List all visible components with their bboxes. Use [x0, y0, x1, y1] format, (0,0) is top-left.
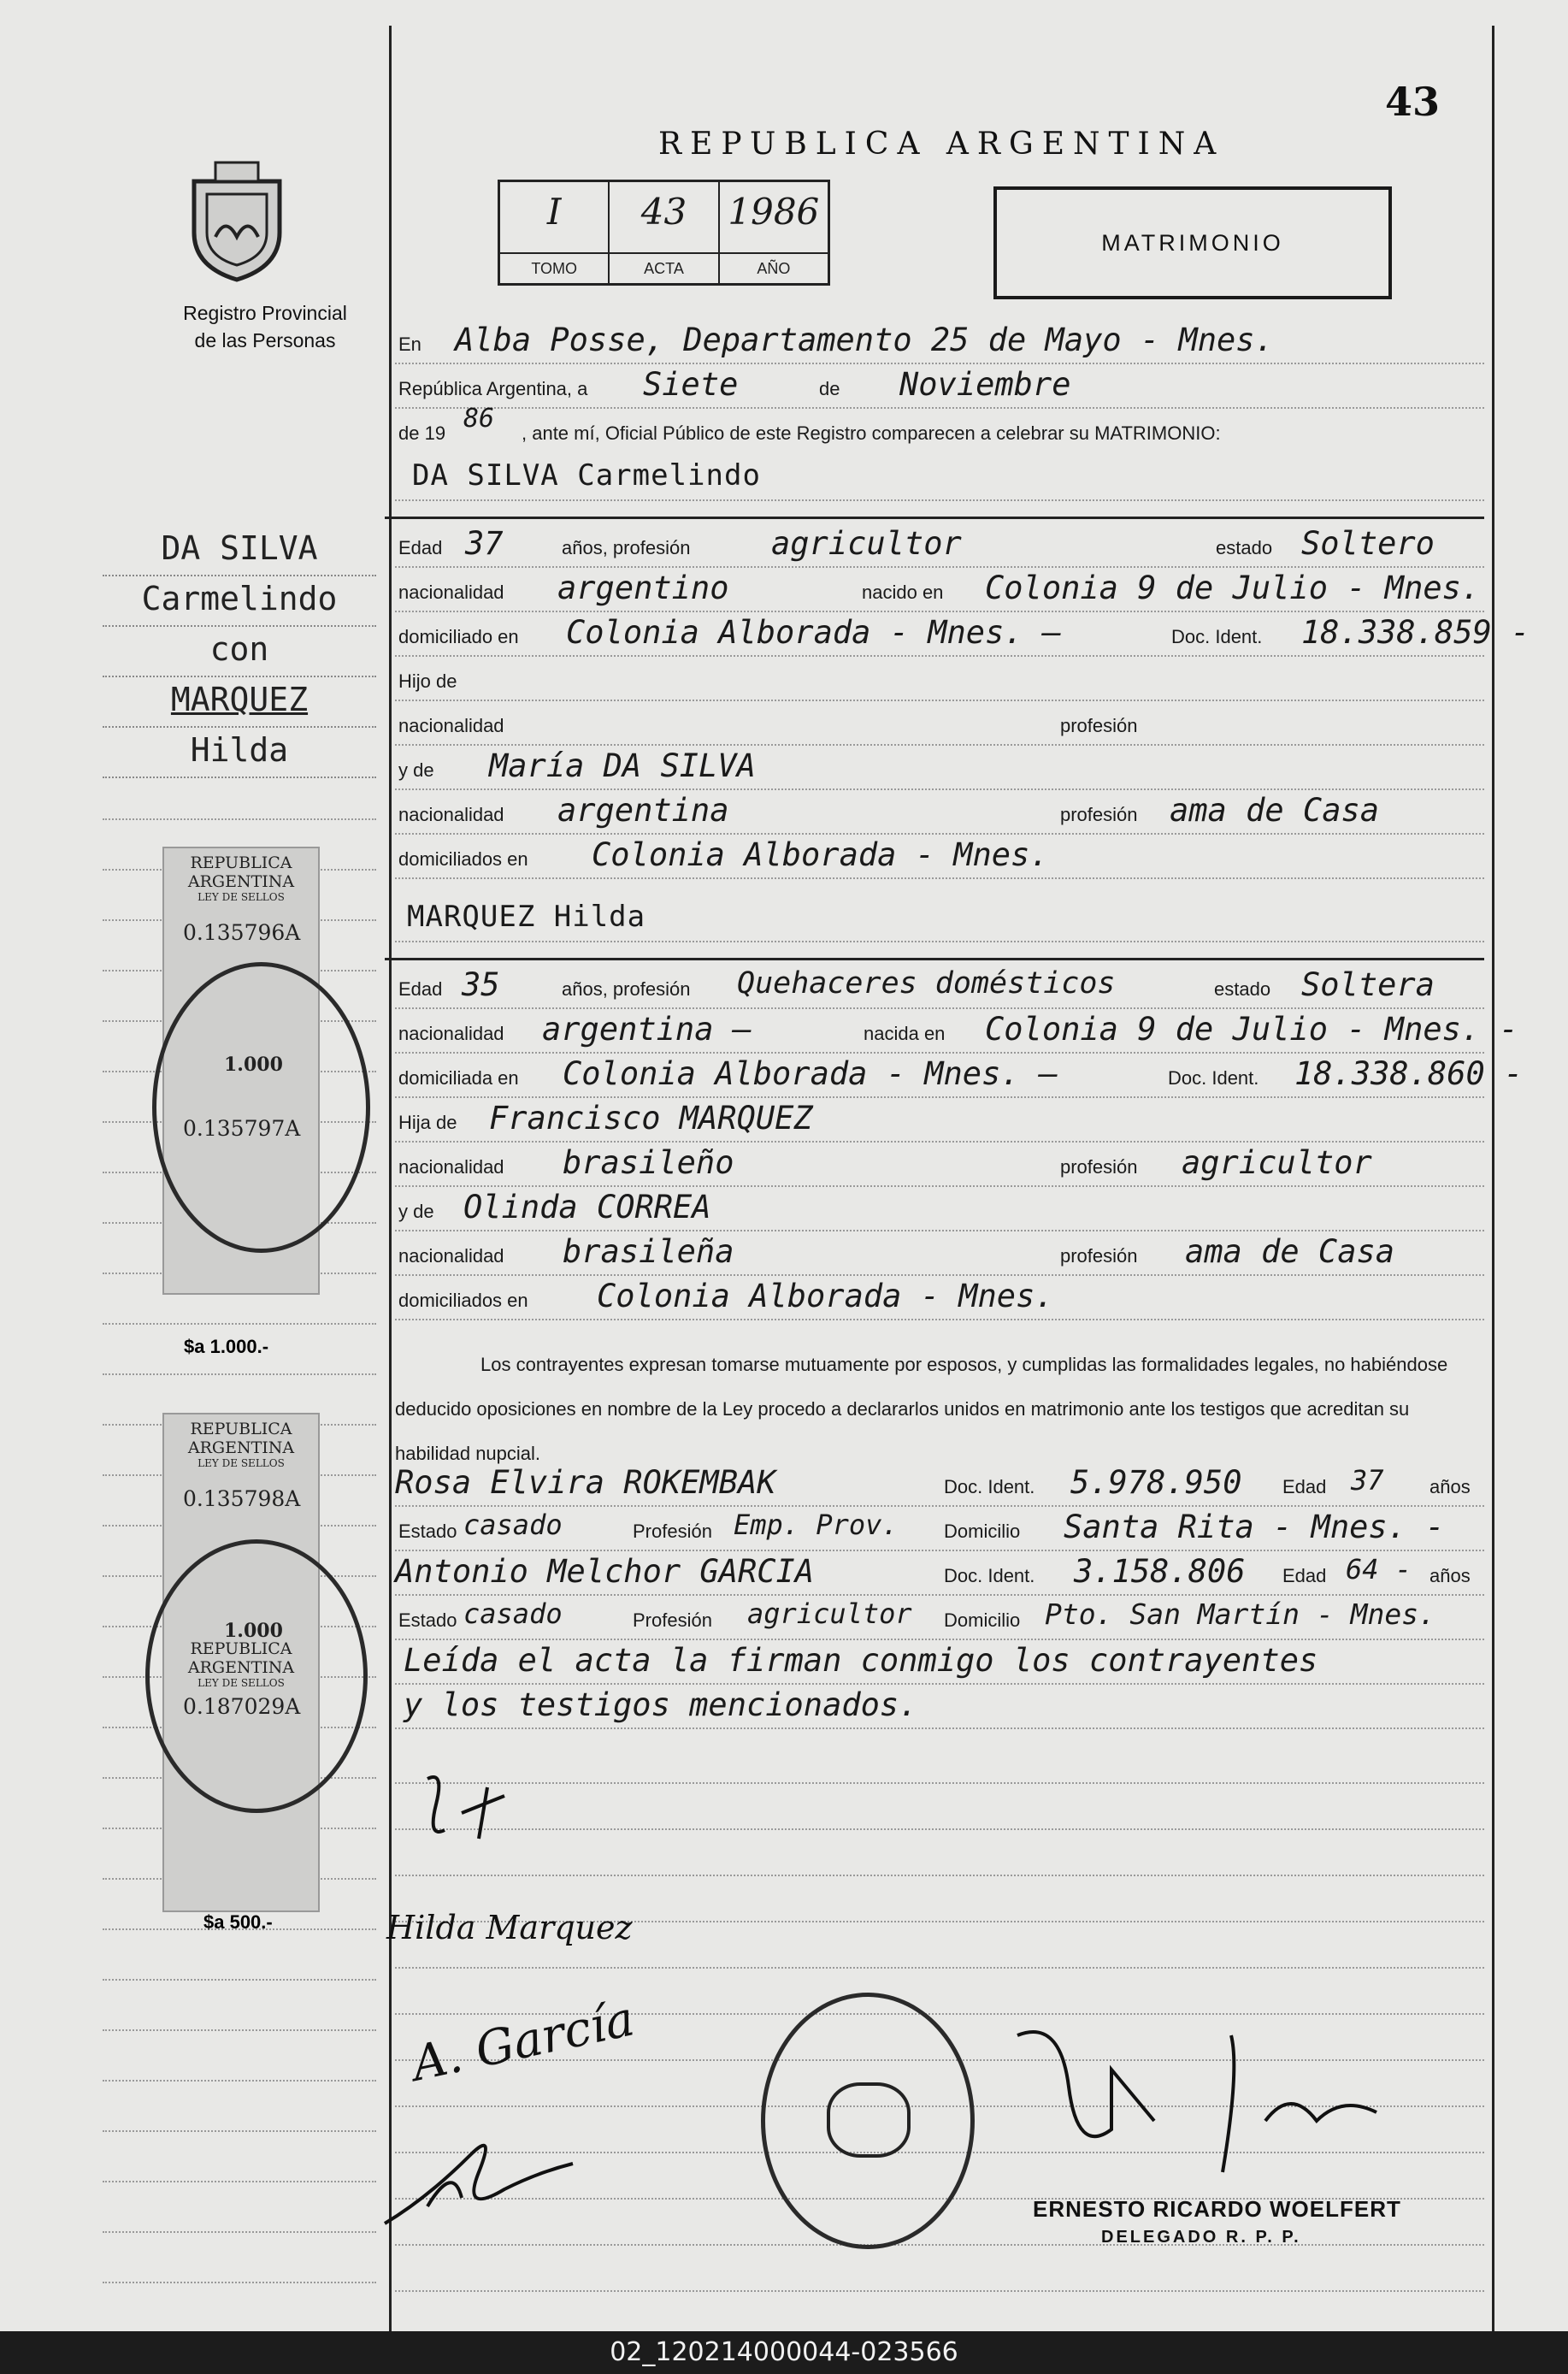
acta-cell [610, 182, 719, 283]
groom-mother-row [395, 747, 1484, 790]
witness-2-status: casado [463, 1597, 563, 1630]
stamp-header: REPUBLICA ARGENTINA [187, 853, 295, 891]
closing-line-1: Leída el acta la firman conmigo los contrayentes [404, 1642, 1318, 1679]
witness-signature-icon [376, 2121, 581, 2245]
witness-signature: A. García [407, 1991, 640, 2093]
nationality-label: nacionalidad [398, 1023, 504, 1044]
witness-1-name-row [395, 1464, 1484, 1507]
registry-seal-icon [761, 1993, 975, 2249]
stamp-subheader: LEY DE SELLOS [197, 1677, 285, 1689]
document-title: REPUBLICA ARGENTINA [658, 127, 1225, 162]
anio-label: AÑO [720, 252, 828, 283]
groom-parents-domicile: Colonia Alborada - Mnes. [592, 836, 1049, 873]
witness-2-name: Antonio Melchor GARCIA [395, 1553, 815, 1590]
profession-label: años, profesión [562, 978, 691, 1000]
bride-age-row [395, 966, 1484, 1009]
closing-line-2: y los testigos mencionados. [404, 1686, 918, 1723]
delegate-signature-icon [1009, 2018, 1402, 2202]
groom-age: 37 [465, 525, 504, 562]
anio-cell [720, 182, 828, 283]
month-value: Noviembre [899, 366, 1071, 403]
bride-name-row [395, 900, 1484, 942]
profession-label: profesión [1060, 715, 1138, 736]
bride-domicile: Colonia Alborada - Mnes. — [563, 1055, 1058, 1092]
groom-nationality: argentino [557, 570, 729, 606]
place-row [395, 322, 1484, 364]
acta-value: 43 [640, 191, 687, 233]
groom-signature-icon [410, 1762, 547, 1869]
age-label: Edad [1282, 1565, 1327, 1586]
bride-mother-nationality: brasileña [563, 1233, 734, 1270]
bride-mother-profession: ama de Casa [1185, 1233, 1395, 1270]
bride-name: MARQUEZ Hilda [407, 900, 646, 934]
status-label: estado [1214, 978, 1271, 1000]
profession-label: profesión [1060, 804, 1138, 825]
margin-name-line: MARQUEZ [103, 677, 376, 728]
tomo-value: I [546, 191, 562, 233]
de-label: de [819, 378, 840, 399]
margin-name-line: DA SILVA [103, 526, 376, 576]
bride-parents-domicile-row [395, 1278, 1484, 1320]
profession-label: profesión [1060, 1156, 1138, 1178]
age-label: Edad [398, 978, 443, 1000]
ruled-line [395, 1736, 1484, 1784]
status-label: Estado [398, 1521, 457, 1542]
registry-label [145, 299, 385, 354]
domicile-label: Domicilio [944, 1521, 1021, 1542]
nationality-label: nacionalidad [398, 1245, 504, 1267]
year-prefix: de 19 [398, 422, 446, 444]
nationality-label: nacionalidad [398, 1156, 504, 1178]
parents-domicile-label: domiciliados en [398, 848, 528, 870]
registry-line-2: de las Personas [194, 329, 336, 351]
status-label: estado [1216, 537, 1273, 558]
domicile-label: domiciliado en [398, 626, 519, 647]
stamp-subheader: LEY DE SELLOS [197, 1457, 285, 1469]
years-label: años [1429, 1565, 1471, 1586]
witness-1-status: casado [463, 1509, 563, 1541]
year-row [395, 404, 1484, 452]
groom-father-row [395, 662, 1484, 701]
day-value: Siete [643, 366, 739, 403]
witness-1-doc: 5.978.950 [1070, 1464, 1242, 1501]
groom-birthplace: Colonia 9 de Julio - Mnes. [985, 570, 1481, 606]
en-label: En [398, 334, 421, 355]
ruled-line [395, 1828, 1484, 1876]
registry-seal-icon [145, 1539, 368, 1813]
record-type-box: MATRIMONIO [993, 186, 1392, 299]
witness-1-status-row [395, 1509, 1484, 1551]
margin-names [103, 526, 376, 778]
stamp-value: 1.000 [224, 1054, 283, 1076]
provincial-emblem-icon [181, 156, 292, 288]
doc-label: Doc. Ident. [1171, 626, 1263, 647]
born-label: nacida en [864, 1023, 946, 1044]
witness-2-domicile: Pto. San Martín - Mnes. [1045, 1597, 1435, 1631]
stamp-header: REPUBLICA ARGENTINA [187, 1420, 295, 1457]
registry-seal-icon [152, 962, 370, 1253]
tomo-acta-box [498, 180, 830, 286]
profession-label: Profesión [633, 1521, 712, 1542]
groom-nationality-row [395, 570, 1484, 612]
groom-father-nat-row [395, 706, 1484, 746]
groom-mother: María DA SILVA [489, 747, 756, 784]
stamp-price: $a 500.- [203, 1911, 273, 1933]
bride-doc: 18.338.860 - [1294, 1055, 1524, 1092]
witness-2-doc: 3.158.806 [1074, 1553, 1246, 1590]
bride-domicile-row [395, 1055, 1524, 1098]
bride-mother-row [395, 1189, 1484, 1231]
groom-mother-profession: ama de Casa [1170, 792, 1380, 829]
profession-label: Profesión [633, 1609, 712, 1631]
closing-row-1 [395, 1642, 1484, 1685]
witness-1-name: Rosa Elvira ROKEMBAK [395, 1464, 776, 1501]
profession-label: años, profesión [562, 537, 691, 558]
nationality-label: nacionalidad [398, 582, 504, 603]
bride-nationality-row [395, 1011, 1518, 1054]
groom-name: DA SILVA Carmelindo [412, 458, 761, 493]
bride-signature: Hilda Marquez [386, 1909, 633, 1946]
domicile-label: domiciliada en [398, 1067, 519, 1089]
margin-name-line: Carmelindo [103, 576, 376, 627]
witness-1-age: 37 [1351, 1464, 1384, 1497]
groom-profession: agricultor [771, 525, 962, 562]
statement-text: , ante mí, Oficial Público de este Registro comparecen a celebrar su MATRIMONIO: [522, 422, 1221, 444]
tomo-label: TOMO [500, 252, 608, 283]
date-row [395, 366, 1484, 409]
bride-status: Soltera [1301, 966, 1435, 1003]
child-of-label: Hijo de [398, 670, 457, 692]
groom-status: Soltero [1301, 525, 1435, 562]
groom-mother-nat-row [395, 792, 1484, 835]
place-value: Alba Posse, Departamento 25 de Mayo - Mnes. [455, 322, 1274, 358]
stamp-number: 0.135798A [183, 1486, 301, 1511]
section-separator [385, 958, 1484, 960]
margin-name-line: con [103, 627, 376, 677]
witness-1-domicile: Santa Rita - Mnes. - [1064, 1509, 1445, 1545]
born-label: nacido en [862, 582, 944, 603]
groom-parents-domicile-row [395, 836, 1484, 879]
bride-profession: Quehaceres domésticos [737, 966, 1116, 1001]
bride-father-nationality: brasileño [563, 1144, 734, 1181]
ruled-line [395, 1782, 1484, 1830]
bride-mother-nat-row [395, 1233, 1484, 1276]
margin-name-line: Hilda [103, 728, 376, 778]
groom-age-row [395, 525, 1484, 568]
bride-mother: Olinda CORREA [463, 1189, 711, 1225]
bride-father-profession: agricultor [1182, 1144, 1372, 1181]
doc-label: Doc. Ident. [1168, 1067, 1259, 1089]
stamp-subheader: LEY DE SELLOS [197, 891, 285, 903]
delegate-title: DELEGADO R. P. P. [1101, 2228, 1301, 2247]
delegate-name: ERNESTO RICARDO WOELFERT [1033, 2196, 1401, 2222]
bride-nationality: argentina — [542, 1011, 752, 1048]
right-margin-rule [1492, 26, 1494, 2335]
doc-label: Doc. Ident. [944, 1565, 1035, 1586]
anio-value: 1986 [728, 191, 820, 233]
witness-1-profession: Emp. Prov. [734, 1509, 899, 1541]
stamp-value: 1.000 [224, 1620, 283, 1642]
stamp-number: 0.135797A [183, 1116, 301, 1141]
age-label: Edad [1282, 1476, 1327, 1497]
bride-father-nat-row [395, 1144, 1484, 1187]
registry-line-1: Registro Provincial [183, 302, 347, 324]
witness-2-name-row [395, 1553, 1484, 1596]
age-label: Edad [398, 537, 443, 558]
year-suffix: 86 [463, 404, 495, 434]
page-number: 43 [1385, 79, 1441, 125]
acta-label: ACTA [610, 252, 717, 283]
ruled-line [395, 2244, 1484, 2292]
groom-mother-nationality: argentina [557, 792, 729, 829]
section-separator [385, 517, 1484, 519]
groom-domicile: Colonia Alborada - Mnes. — [566, 614, 1062, 651]
status-label: Estado [398, 1609, 457, 1631]
bride-birthplace: Colonia 9 de Julio - Mnes. - [985, 1011, 1518, 1048]
parents-domicile-label: domiciliados en [398, 1290, 528, 1311]
tomo-cell [500, 182, 610, 283]
domicile-label: Domicilio [944, 1609, 1021, 1631]
left-margin-rule [389, 26, 392, 2335]
bride-father: Francisco MARQUEZ [489, 1100, 813, 1137]
witness-2-profession: agricultor [747, 1597, 912, 1630]
child-of-label: Hija de [398, 1112, 457, 1133]
declaration-text: Los contrayentes expresan tomarse mutuamente por esposos, y cumplidas las formalidades legales, no habiéndose deducido oposiciones en nombre de la Ley procedo a declararlos unidos en matrimonio ante los testigos que acreditan su habilidad nupcial. [395, 1354, 1448, 1464]
bride-age: 35 [462, 966, 500, 1003]
stamp-number: 0.187029A [183, 1694, 301, 1719]
bride-parents-domicile: Colonia Alborada - Mnes. [597, 1278, 1054, 1314]
years-label: años [1429, 1476, 1471, 1497]
bride-father-row [395, 1100, 1484, 1143]
file-id-footer: 02_120214000044-023566 [0, 2331, 1568, 2374]
stamp-number: 0.135796A [183, 920, 301, 945]
nationality-label: nacionalidad [398, 804, 504, 825]
groom-domicile-row [395, 614, 1530, 657]
stamp-price: $a 1.000.- [184, 1336, 269, 1357]
stamp-header: REPUBLICA ARGENTINA [187, 1639, 295, 1677]
doc-label: Doc. Ident. [944, 1476, 1035, 1497]
profession-label: profesión [1060, 1245, 1138, 1267]
groom-name-row [395, 458, 1484, 501]
and-label: y de [398, 759, 434, 781]
closing-row-2 [395, 1686, 1484, 1729]
nationality-label: nacionalidad [398, 715, 504, 736]
groom-doc: 18.338.859 - [1301, 614, 1530, 651]
witness-2-age: 64 - [1346, 1553, 1412, 1586]
and-label: y de [398, 1201, 434, 1222]
witness-2-status-row [395, 1597, 1484, 1640]
republica-label: República Argentina, a [398, 378, 588, 399]
